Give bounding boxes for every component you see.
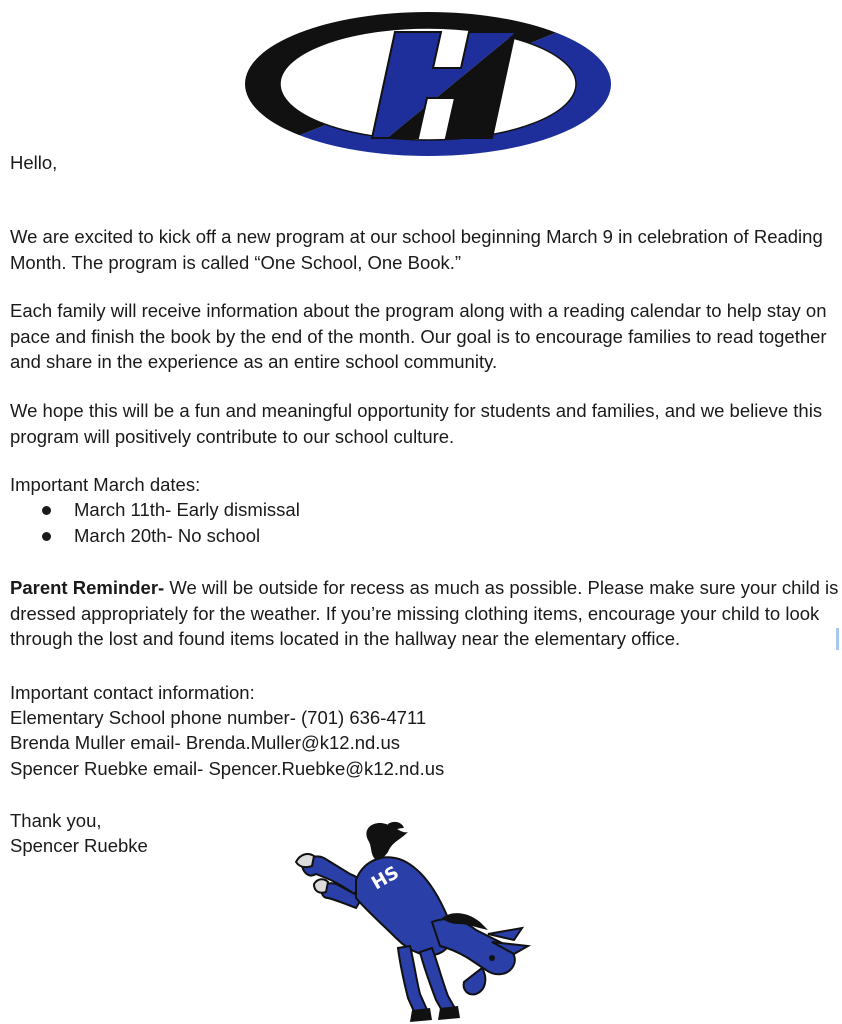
hope-paragraph: We hope this will be a fun and meaningful opportunity for students and families, and we believe this program will positively contribute to our school culture. [10, 400, 823, 447]
dates-list [10, 497, 300, 548]
contact-heading: Important contact information: [10, 682, 255, 703]
greeting: Hello, [10, 152, 58, 173]
list-item [10, 497, 300, 523]
donkey-mascot-icon [292, 818, 537, 1024]
text-cursor-marker [836, 628, 839, 650]
mascot-body-letters: HS [368, 862, 403, 895]
bullet-icon [42, 506, 51, 515]
list-item [10, 523, 300, 549]
signature: Spencer Ruebke [10, 835, 148, 856]
email-line-brenda: Brenda Muller email- Brenda.Muller@k12.nd.us [10, 732, 400, 753]
reminder-text: We will be outside for recess as much as possible. Please make sure your child is dressed appropriately for the weather. If you’re missing clothing items, encourage your child to look through the lost and found items located in the hallway near the elementary office. [10, 577, 839, 649]
dates-heading: Important March dates: [10, 474, 201, 495]
bullet-icon [42, 532, 51, 541]
closing: Thank you, [10, 810, 102, 831]
school-h-logo [243, 10, 613, 158]
reminder-label: Parent Reminder- [10, 577, 165, 598]
parent-reminder [10, 575, 840, 652]
date-item-text: March 11th- Early dismissal [74, 499, 300, 520]
date-item-text: March 20th- No school [74, 524, 261, 546]
email-line-spencer: Spencer Ruebke email- Spencer.Ruebke@k12.nd.us [10, 758, 445, 779]
program-paragraph: Each family will receive information about the program along with a reading calendar to help stay on pace and finish the book by the end of the month. Our goal is to encourage families to read together and share in the experience as an entire school community. [10, 300, 827, 372]
intro-paragraph: We are excited to kick off a new program at our school beginning March 9 in celebration of Reading Month. The program is called “One School, One Book.” [10, 226, 823, 273]
phone-line: Elementary School phone number- (701) 636-4711 [10, 707, 427, 728]
